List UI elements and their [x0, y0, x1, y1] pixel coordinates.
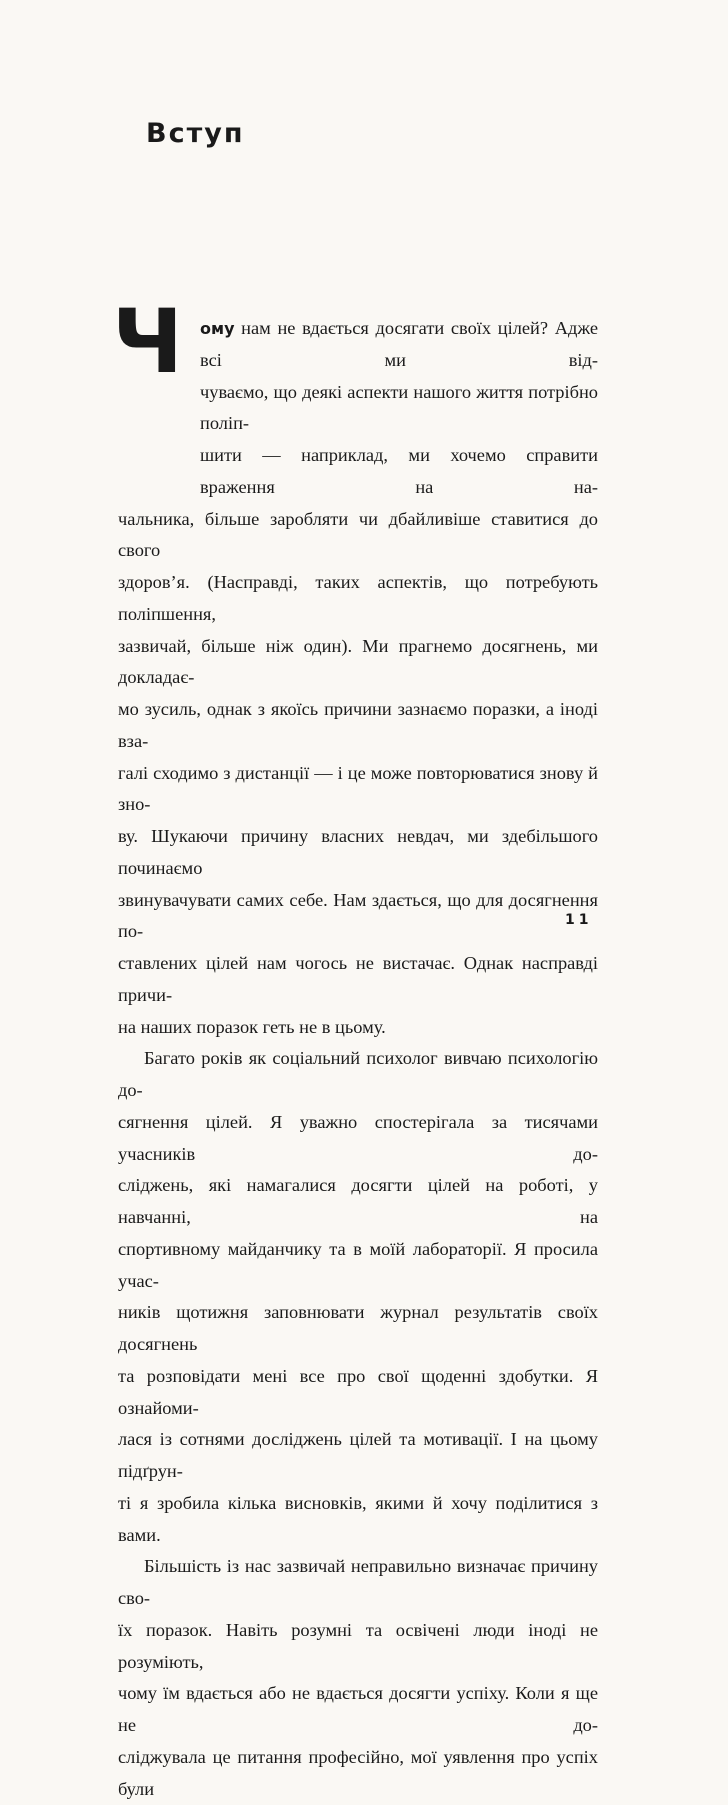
text-line: сліджень, які намагалися досягти цілей на роботі, у навчанні, на — [118, 1175, 598, 1227]
text-line: чому їм вдається або не вдається досягти успіху. Коли я ще не до- — [118, 1683, 598, 1735]
page-number: 11 — [565, 912, 593, 928]
text-line: Більшість із нас зазвичай неправильно визначає причину сво- — [118, 1556, 598, 1608]
text-line: та розповідати мені все про свої щоденні здобутки. Я ознайоми- — [118, 1365, 598, 1418]
text-line: мо зусиль, однак з якоїсь причини зазнаємо поразки, а іноді взa- — [118, 699, 598, 751]
first-word: ому — [200, 319, 235, 338]
text-line: ставлених цілей нам чогось не вистачає. Однак насправді причи- — [118, 953, 598, 1005]
drop-cap: Ч — [112, 290, 184, 393]
text-line: ті я зробила кілька висновків, якими й хочу поділитися з вами. — [118, 1492, 598, 1545]
text-line: ому нам не вдається досягати своїх цілей? Адже всі ми від- — [200, 318, 598, 370]
text-line: Багато років як соціальний психолог вивчаю психологію до- — [118, 1048, 598, 1100]
chapter-title: Вступ — [146, 118, 245, 149]
text-line: ників щотижня заповнювати журнал результатів своїх досягнень — [118, 1302, 598, 1354]
text-line: на наших поразок геть не в цьому. — [118, 1016, 386, 1037]
text-line: сягнення цілей. Я уважно спостерігала за тисячами учасників до- — [118, 1111, 598, 1164]
text-line: звинувачувати самих себе. Нам здається, що для досягнення по- — [118, 889, 598, 942]
text-line: сліджувала це питання професійно, мої уявлення про успіх були — [118, 1746, 598, 1799]
body-text — [118, 313, 598, 1805]
text-line: чальника, більше заробляти чи дбайливіше ставитися до свого — [118, 508, 598, 561]
text-line: спортивному майданчику та в моїй лабораторії. Я просила учас- — [118, 1238, 598, 1291]
text-line: зазвичай, більше ніж один). Ми прагнемо досягнень, ми докладає- — [118, 635, 598, 688]
text-line: здоров’я. (Насправді, таких аспектів, що потребують поліпшення, — [118, 572, 598, 624]
text-line: їх поразок. Навіть розумні та освічені люди іноді не розуміють, — [118, 1619, 598, 1672]
text-line: шити — наприклад, ми хочемо справити враження на на- — [200, 445, 598, 497]
text-line: лася із сотнями досліджень цілей та мотивації. І на цьому підґрун- — [118, 1429, 598, 1481]
text-line: галі сходимо з дистанції — і це може повторюватися знову й зно- — [118, 762, 598, 815]
text-line: чуваємо, що деякі аспекти нашого життя потрібно поліп- — [200, 381, 598, 434]
text-line: ву. Шукаючи причину власних невдач, ми здебільшого починаємо — [118, 826, 598, 878]
